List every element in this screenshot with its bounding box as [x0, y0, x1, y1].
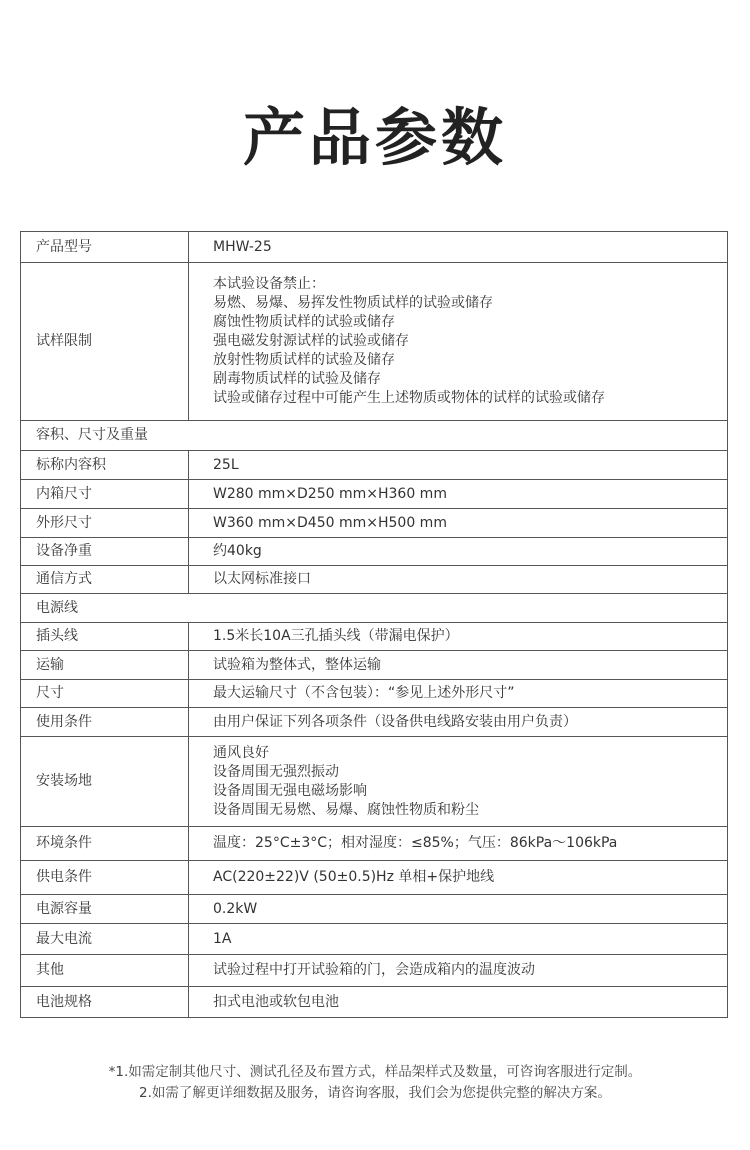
- row-label: 供电条件: [21, 861, 189, 895]
- row-label: 尺寸: [21, 680, 189, 708]
- table-row: [21, 651, 728, 680]
- row-value: 试验箱为整体式，整体运输: [189, 651, 728, 680]
- row-label: 外形尺寸: [21, 509, 189, 538]
- row-label: 插头线: [21, 623, 189, 651]
- row-value: 由用户保证下列各项条件（设备供电线路安装由用户负责）: [189, 708, 728, 737]
- row-label: 运输: [21, 651, 189, 680]
- table-row: [21, 924, 728, 955]
- row-value: W280 mm×D250 mm×H360 mm: [189, 480, 728, 509]
- row-label: 标称内容积: [21, 451, 189, 480]
- restriction-line: 剧毒物质试样的试验及储存: [213, 371, 381, 387]
- row-value: 1.5米长10A三孔插头线（带漏电保护）: [189, 623, 728, 651]
- row-value: 约40kg: [189, 538, 728, 566]
- row-label: 电源容量: [21, 895, 189, 924]
- row-value: AC(220±22)V (50±0.5)Hz 单相+保护地线: [189, 861, 728, 895]
- row-value: 扣式电池或软包电池: [189, 987, 728, 1018]
- site-condition-line: 设备周围无强烈振动: [213, 763, 339, 780]
- table-row: [21, 708, 728, 737]
- row-label: 产品型号: [21, 232, 189, 263]
- row-value: 以太网标准接口: [189, 566, 728, 594]
- row-label: 设备净重: [21, 538, 189, 566]
- table-row: [21, 232, 728, 263]
- row-value: 温度：25°C±3°C；相对湿度：≤85%；气压：86kPa～106kPa: [189, 827, 728, 861]
- table-row: [21, 451, 728, 480]
- spec-table: [20, 231, 728, 1018]
- row-label: 电池规格: [21, 987, 189, 1018]
- row-label: 安装场地: [21, 737, 189, 827]
- table-row: [21, 680, 728, 708]
- table-row: [21, 509, 728, 538]
- footnote-line: 2.如需了解更详细数据及服务，请咨询客服，我们会为您提供完整的解决方案。: [139, 1085, 611, 1101]
- row-value: MHW-25: [189, 232, 728, 263]
- restriction-line: 本试验设备禁止：: [213, 276, 325, 292]
- row-value: [189, 263, 728, 421]
- row-label: 环境条件: [21, 827, 189, 861]
- row-value: 最大运输尺寸（不含包装）：“参见上述外形尺寸”: [189, 680, 728, 708]
- row-label: 使用条件: [21, 708, 189, 737]
- row-value: 0.2kW: [189, 895, 728, 924]
- table-row: [21, 737, 728, 827]
- table-row: [21, 827, 728, 861]
- table-row: [21, 480, 728, 509]
- table-row: [21, 623, 728, 651]
- restriction-line: 易燃、易爆、易挥发性物质试样的试验或储存: [213, 295, 493, 311]
- row-label: 其他: [21, 955, 189, 987]
- section-heading: 电源线: [21, 594, 728, 623]
- row-label: 通信方式: [21, 566, 189, 594]
- page-title: 产品参数: [242, 101, 507, 174]
- restriction-line: 试验或储存过程中可能产生上述物质或物体的试样的试验或储存: [213, 390, 605, 406]
- site-condition-line: 通风良好: [213, 744, 269, 761]
- row-label: 最大电流: [21, 924, 189, 955]
- table-row: [21, 861, 728, 895]
- row-value: [189, 737, 728, 827]
- section-row: [21, 594, 728, 623]
- section-heading: 容积、尺寸及重量: [21, 421, 728, 451]
- table-row: [21, 538, 728, 566]
- footnotes: [0, 1062, 750, 1104]
- table-row: [21, 566, 728, 594]
- row-value: 试验过程中打开试验箱的门，会造成箱内的温度波动: [189, 955, 728, 987]
- restriction-line: 放射性物质试样的试验及储存: [213, 352, 395, 368]
- row-value: W360 mm×D450 mm×H500 mm: [189, 509, 728, 538]
- site-condition-line: 设备周围无强电磁场影响: [213, 782, 367, 799]
- table-row: [21, 895, 728, 924]
- row-value: 1A: [189, 924, 728, 955]
- restriction-line: 强电磁发射源试样的试验或储存: [213, 333, 409, 349]
- table-row: [21, 955, 728, 987]
- footnote-line: *1.如需定制其他尺寸、测试孔径及布置方式，样品架样式及数量，可咨询客服进行定制。: [108, 1064, 642, 1080]
- restriction-line: 腐蚀性物质试样的试验或储存: [213, 314, 395, 330]
- site-condition-line: 设备周围无易燃、易爆、腐蚀性物质和粉尘: [213, 801, 479, 818]
- row-label: 内箱尺寸: [21, 480, 189, 509]
- row-label: 试样限制: [21, 263, 189, 421]
- section-row: [21, 421, 728, 451]
- table-row: [21, 263, 728, 421]
- row-value: 25L: [189, 451, 728, 480]
- table-row: [21, 987, 728, 1018]
